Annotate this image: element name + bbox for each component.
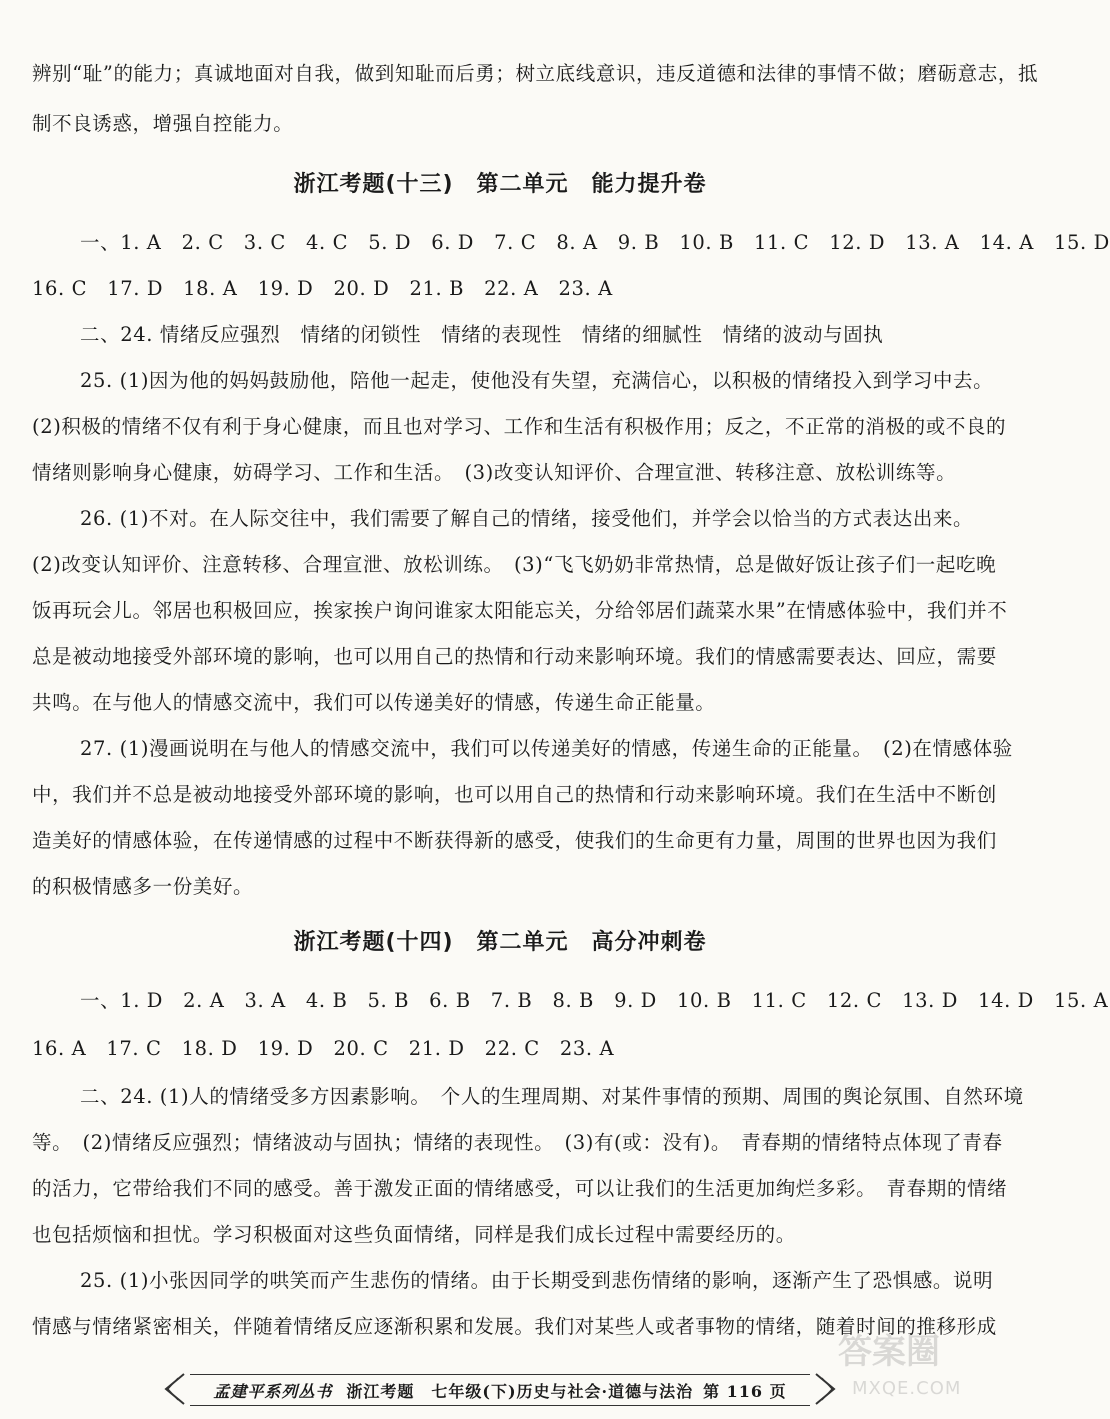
watermark-site: MXQE.COM <box>852 1378 962 1399</box>
answer-line: 的积极情感多一份美好。 <box>32 875 254 898</box>
answer-line: (2)积极的情绪不仅有利于身心健康，而且也对学习、工作和生活有积极作用；反之，不正常的消极的或不良的 <box>32 415 1007 438</box>
answer-line: 中，我们并不总是被动地接受外部环境的影响，也可以用自己的热情和行动来影响环境。我们在生活中不断创 <box>32 783 997 806</box>
section-title: 浙江考题(十四) 第二单元 高分冲刺卷 <box>293 930 707 955</box>
answer-line: 的活力，它带给我们不同的感受。善于激发正面的情绪感受，可以让我们的生活更加绚烂多彩。 青春期的情绪 <box>32 1177 1008 1200</box>
answer-line: 一、1. A 2. C 3. C 4. C 5. D 6. D 7. C 8. A 9. B 10. B 11. C 12. D 13. A 14. A 15. D <box>80 231 1110 254</box>
answer-line: 25. (1)因为他的妈妈鼓励他，陪他一起走，使他没有失望，充满信心，以积极的情绪投入到学习中去。 <box>80 369 994 392</box>
answer-line: 共鸣。在与他人的情感交流中，我们可以传递美好的情感，传递生命正能量。 <box>32 691 716 714</box>
watermark-text: 答案圈 <box>838 1332 940 1372</box>
book-title: 浙江考题 七年级(下)历史与社会·道德与法治 <box>346 1381 694 1401</box>
answer-line: (2)改变认知评价、注意转移、合理宣泄、放松训练。 (3)“飞飞奶奶非常热情，总是做好饭让孩子们一起吃晚 <box>32 553 997 576</box>
answer-line: 等。 (2)情绪反应强烈；情绪波动与固执；情绪的表现性。 (3)有(或：没有)。 青春期的情绪特点体现了青春 <box>32 1131 1003 1154</box>
answer-line: 总是被动地接受外部环境的影响，也可以用自己的热情和行动来影响环境。我们的情感需要表达、回应，需要 <box>32 645 997 668</box>
section-title: 浙江考题(十三) 第二单元 能力提升卷 <box>293 172 707 197</box>
answer-line: 二、24. (1)人的情绪受多方因素影响。 个人的生理周期、对某件事情的预期、周围的舆论氛围、自然环境 <box>80 1085 1024 1108</box>
answer-line: 一、1. D 2. A 3. A 4. B 5. B 6. B 7. B 8. B 9. D 10. B 11. C 12. C 13. D 14. D 15. A <box>80 989 1109 1012</box>
answer-line: 也包括烦恼和担忧。学习积极面对这些负面情绪，同样是我们成长过程中需要经历的。 <box>32 1223 796 1246</box>
answer-line: 二、24. 情绪反应强烈 情绪的闭锁性 情绪的表现性 情绪的细腻性 情绪的波动与固执 <box>80 323 884 346</box>
body-line: 制不良诱惑，增强自控能力。 <box>32 112 294 135</box>
series-name: 孟建平系列丛书 <box>213 1381 333 1401</box>
answer-line: 25. (1)小张因同学的哄笑而产生悲伤的情绪。由于长期受到悲伤情绪的影响，逐渐产生了恐惧感。说明 <box>80 1269 994 1292</box>
answer-line: 情感与情绪紧密相关，伴随着情绪反应逐渐积累和发展。我们对某些人或者事物的情绪，随着时间的推移形成 <box>32 1315 997 1338</box>
page-footer <box>190 1374 810 1406</box>
answer-line: 16. C 17. D 18. A 19. D 20. D 21. B 22. A 23. A <box>32 277 613 300</box>
footer-left-ornament-icon <box>160 1372 186 1406</box>
answer-line: 情绪则影响身心健康，妨碍学习、工作和生活。 (3)改变认知评价、合理宣泄、转移注意、放松训练等。 <box>32 461 957 484</box>
answer-line: 16. A 17. C 18. D 19. D 20. C 21. D 22. C 23. A <box>32 1037 615 1060</box>
body-line: 辨别“耻”的能力；真诚地面对自我，做到知耻而后勇；树立底线意识，违反道德和法律的事情不做；磨砺意志，抵 <box>32 62 1039 85</box>
page-number: 第 116 页 <box>703 1381 787 1401</box>
answer-line: 造美好的情感体验，在传递情感的过程中不断获得新的感受，使我们的生命更有力量，周围的世界也因为我们 <box>32 829 997 852</box>
answer-line: 26. (1)不对。在人际交往中，我们需要了解自己的情绪，接受他们，并学会以恰当的方式表达出来。 <box>80 507 974 530</box>
watermark <box>830 1320 980 1410</box>
answer-line: 27. (1)漫画说明在与他人的情感交流中，我们可以传递美好的情感，传递生命的正能量。 (2)在情感体验 <box>80 737 1013 760</box>
answer-line: 饭再玩会儿。邻居也积极回应，挨家挨户询问谁家太阳能忘关，分给邻居们蔬菜水果”在情感体验中，我们并不 <box>32 599 1008 622</box>
